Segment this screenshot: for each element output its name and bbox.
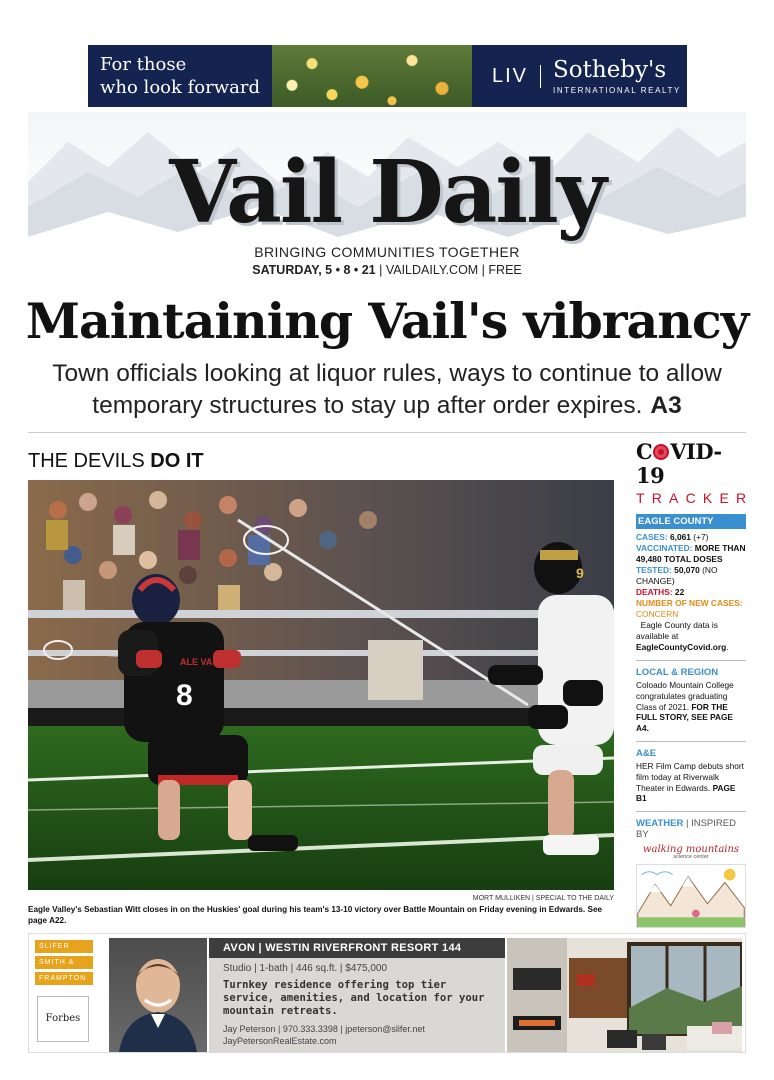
concern-value: CONCERN [636,609,679,619]
lacrosse-scene [28,480,614,890]
deaths-value: 22 [672,587,685,597]
tracker-label: TRACKER [636,490,754,506]
photo-caption: Eagle Valley's Sebastian Witt closes in on the Huskies' goal during his team's 13-10 victory over Battle Mountain on Friday evening in Edwards. See page A22. [28,905,603,925]
listing-info [209,938,505,1052]
lead-headline[interactable]: Maintaining Vail's vibrancy [25,292,749,350]
masthead [28,112,746,282]
jersey-lettering: ALE VA [180,657,213,667]
walking-mountains-sub: science center [673,854,709,861]
slifer-line1: SLIFER [35,940,93,953]
new-cases-label: NUMBER OF NEW CASES: [636,598,743,608]
ad-brand-sub: INTERNATIONAL REALTY [553,85,681,95]
stat-new-cases [636,598,746,609]
cases-value: 6,061 [669,532,691,542]
cases-change: (+7) [690,532,709,542]
cases-label: CASES: [636,532,668,542]
issue-date: SATURDAY, 5 • 8 • 21 [252,263,376,277]
ad-tagline [88,45,272,107]
daffodil-photo [272,45,472,107]
tested-change: (NO CHANGE) [636,565,718,586]
ae-text [636,761,746,804]
masthead-tagline: BRINGING COMMUNITIES TOGETHER [254,244,520,260]
lead-deck [30,358,744,422]
jersey-number-right: 9 [576,565,584,581]
masthead-title[interactable]: Vail Daily [169,142,605,243]
stat-cases [636,532,746,543]
forbes-badge: Forbes [37,996,89,1042]
ae-ref: PAGE B1 [636,782,736,804]
agent-photo [109,938,207,1052]
local-region-head: LOCAL & REGION [636,667,719,678]
local-region-section[interactable] [636,660,746,734]
covid-stats [636,532,746,653]
divider [28,432,746,433]
weather-label: WEATHER [636,818,684,830]
ad-brand-liv: LIV [492,65,541,88]
room-photo [507,938,742,1052]
walking-mountains-logo: walking mountains [642,844,740,856]
covid-tracker-title[interactable] [636,440,746,488]
masthead-dateline [28,263,746,277]
ad-tagline-line2: who look forward [100,77,260,98]
stat-vaccinated [636,543,746,565]
ad-tagline-line1: For those [100,54,187,75]
stat-deaths [636,587,746,598]
lead-page-ref[interactable]: A3 [650,392,682,419]
virus-icon [653,444,669,460]
photo-kicker-plain: THE DEVILS [28,450,151,472]
covid-title-pre: C [636,439,653,464]
photo-kicker[interactable] [28,450,204,473]
ae-body: HER Film Camp debuts short film today at Riverwalk Theater in Edwards. [636,760,744,793]
listing-bar: AVON | WESTIN RIVERFRONT RESORT 144 [209,938,505,958]
listing-contact [209,1018,505,1047]
data-site-link[interactable]: EagleCountyCovid.org [636,642,727,652]
slifer-line3: FRAMPTON [35,972,93,985]
lead-deck-text: Town officials looking at liquor rules, ways to continue to allow temporary structures to stay up after order expires. [52,360,722,419]
covid-title-post: VID-19 [636,439,722,488]
data-note-text: Eagle County data is available at [636,620,718,641]
photo-credit: MORT MULLIKEN | SPECIAL TO THE DAILY [472,895,614,902]
sidebar [636,439,754,979]
slifer-line2: SMITH & [35,956,93,969]
stat-tested [636,565,746,587]
lacrosse-photo[interactable] [28,480,614,890]
ad-brand-sothebys: Sotheby's [553,56,667,83]
vaccinated-label: VACCINATED: [636,543,693,553]
photo-kicker-bold: DO IT [150,450,204,472]
tested-value: 50,070 [671,565,700,575]
issue-site: | VAILDAILY.COM | FREE [375,263,522,277]
data-note [636,620,746,653]
sothebys-ad-banner[interactable] [88,45,687,107]
local-region-body: Coloado Mountain College congratulates graduating Class of 2021. [636,680,734,712]
stat-concern [636,609,746,620]
vaccinated-value: MORE THAN 49,480 TOTAL DOSES [636,543,746,564]
tested-label: TESTED: [636,565,672,575]
listing-pitch: Turnkey residence offering top tier service, amenities, and location for your mountain retreats. [223,979,485,1017]
agent-website[interactable]: JayPetersonRealEstate.com [223,1036,337,1046]
listing-specs: Studio | 1-bath | 446 sq.ft. | $475,000 [223,963,388,974]
data-note-end: . [726,642,729,652]
ae-head: A&E [636,747,657,759]
ad-brand [472,45,687,107]
agent-contact[interactable]: Jay Peterson | 970.333.3398 | jpeterson@slifer.net [223,1024,425,1034]
deaths-label: DEATHS: [636,587,673,597]
real-estate-ad[interactable] [28,933,746,1053]
weather-drawing [636,864,746,928]
jersey-number-left: 8 [176,679,193,712]
local-region-ref: FOR THE FULL STORY, SEE PAGE A4. [636,701,733,734]
weather-head [636,818,746,840]
local-region-text [636,680,746,734]
ae-section[interactable] [636,741,746,804]
county-header: EAGLE COUNTY [636,514,746,529]
weather-inspired: | INSPIRED BY [636,818,736,841]
slifer-logo [35,940,93,988]
